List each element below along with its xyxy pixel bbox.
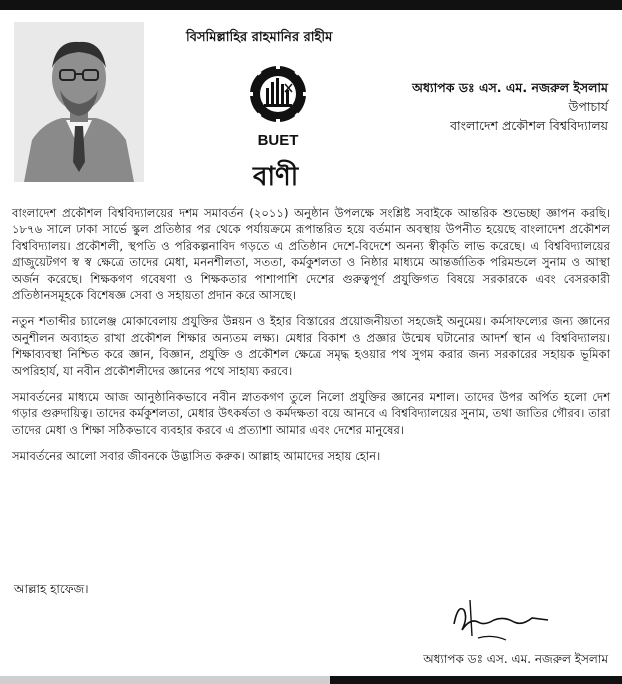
- message-body: [12, 205, 610, 475]
- farewell-text: আল্লাহ হাফেজ।: [14, 582, 89, 596]
- portrait-photo: [14, 22, 144, 182]
- vc-designation: উপাচার্য: [568, 99, 608, 114]
- signature: [448, 596, 558, 646]
- buet-logo-emblem: [245, 58, 311, 150]
- vc-institution: বাংলাদেশ প্রকৌশল বিশ্ববিদ্যালয়: [450, 118, 608, 133]
- bottom-border-accent: [330, 676, 622, 684]
- portrait-illustration: [14, 22, 144, 182]
- signature-scribble: [448, 596, 558, 646]
- vc-name: অধ্যাপক ডঃ এস. এম. নজরুল ইসলাম: [412, 80, 608, 95]
- message-heading: বাণী: [253, 162, 299, 192]
- paragraph-4: সমাবর্তনের আলো সবার জীবনকে উদ্ভাসিত করুক। আল্লাহ আমাদের সহায় হোন।: [12, 449, 381, 464]
- buet-logo: [245, 58, 311, 150]
- bismillah-text: বিসমিল্লাহির রাহমানির রাহীম: [186, 30, 333, 45]
- vice-chancellor-block: [348, 78, 608, 135]
- top-border-bar: [0, 0, 622, 10]
- paragraph-2: নতুন শতাব্দীর চ্যালেঞ্জ মোকাবেলায় প্রযুক্তির উন্নয়ন ও ইহার বিস্তারের প্রয়োজনীয়তা সহজেই অনুমেয়। কর্মসাফল্যের জন্য জ্ঞানের অনুশীলন অব্যাহত রাখা প্রকৌশল শিক্ষার অন্যতম লক্ষ্য। মেধার বিকাশ ও প্রজ্ঞার উন্মেষ ঘটানোর আদর্শ স্থান এ বিশ্ববিদ্যালয়। শিক্ষাব্যবস্থা নিশ্চিত করে জ্ঞান, বিজ্ঞান, প্রযুক্তি ও প্রকৌশল ক্ষেত্রে সমৃদ্ধ হওয়ার পথ সুগম করার জন্য সরকারের সহায়ক ভূমিকা অপরিহার্য, যা নবীন প্রকৌশলীদের জ্ঞানের পথে সাহায্য করবে।: [12, 314, 610, 378]
- paragraph-1: বাংলাদেশ প্রকৌশল বিশ্ববিদ্যালয়ের দশম সমাবর্তন (২০১১) অনুষ্ঠান উপলক্ষে সংশ্লিষ্ট সবাইকে আন্তরিক শুভেচ্ছা জ্ঞাপন করছি। ১৮৭৬ সালে ঢাকা সার্ভে স্কুল প্রতিষ্ঠার পর থেকে পর্যায়ক্রমে রূপান্তরিত হয়ে বর্তমান অবস্থায় উপনীত হয়েছে বাংলাদেশ প্রকৌশল বিশ্ববিদ্যালয়। প্রকৌশলী, স্থপতি ও পরিকল্পনাবিদ গড়তে এ প্রতিষ্ঠান দেশে-বিদেশে অনন্য স্বীকৃতি লাভ করেছে। এ বিশ্ববিদ্যালয়ের গ্রাজুয়েটগণ স্ব স্ব ক্ষেত্রে তাদের মেধা, মননশীলতা, সততা, কর্মকুশলতা ও নিষ্ঠার মাধ্যমে আন্তর্জাতিক পরিমন্ডলে সুনাম ও আস্থা অর্জন করেছে। শিক্ষকগণ গবেষণা ও শিক্ষকতার পাশাপাশি দেশের গুরুত্বপূর্ণ প্রযুক্তিগত বিষয়ে সরকারকে এবং বেসরকারী প্রতিষ্ঠানসমূহকে বিশেষজ্ঞ সেবা ও সহায়তা প্রদান করে আসছে।: [12, 206, 610, 303]
- buet-logo-text: BUET: [257, 132, 299, 149]
- signer-name: অধ্যাপক ডঃ এস. এম. নজরুল ইসলাম: [423, 652, 608, 666]
- paragraph-3: সমাবর্তনের মাধ্যমে আজ আনুষ্ঠানিকভাবে নবীন স্নাতকগণ তুলে নিলো প্রযুক্তির জ্ঞানের মশাল। তাদের উপর অর্পিত হলো দেশ গড়ার গুরুদায়িত্ব। তাদের কর্মকুশলতা, মেধার উৎকর্ষতা ও কর্মদক্ষতা বয়ে আনবে এ বিশ্ববিদ্যালয়ের সুনাম, তথা জাতির গৌরব। তারা তাদের মেধা ও শিক্ষা সঠিকভাবে ব্যবহার করবে এ প্রত্যাশা আমার এবং দেশের মানুষের।: [12, 390, 610, 437]
